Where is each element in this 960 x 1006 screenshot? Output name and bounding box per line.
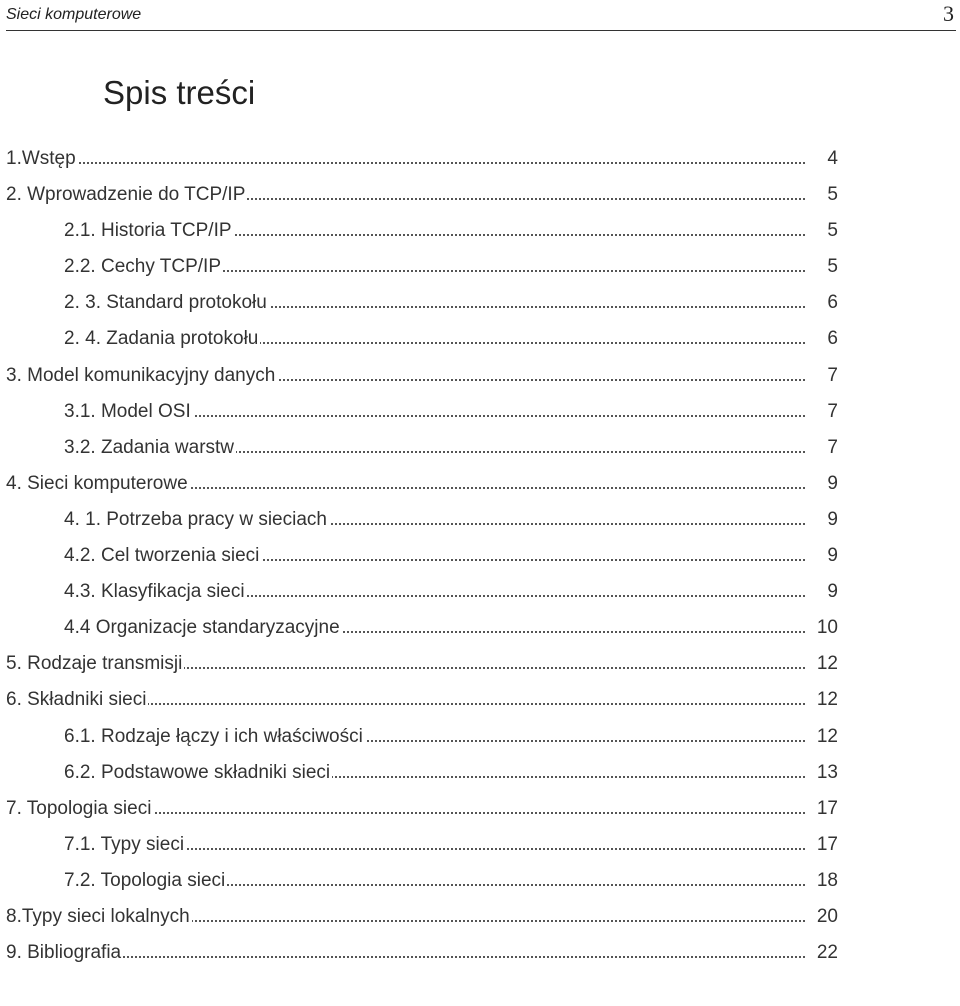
toc-entry[interactable] <box>0 359 960 395</box>
toc-entry-page: 18 <box>816 869 838 891</box>
toc-entry-title: 6.2. Podstawowe składniki sieci <box>64 761 331 783</box>
toc-entry-page: 10 <box>816 617 838 639</box>
header-title: Sieci komputerowe <box>6 6 142 23</box>
toc-entry[interactable] <box>0 250 960 286</box>
toc-entry-page: 5 <box>827 184 838 206</box>
toc-entry-page: 17 <box>816 797 838 819</box>
toc-entry-leader <box>6 956 805 958</box>
toc-entry-title: 2. 4. Zadania protokołu <box>64 328 259 350</box>
toc-entry-title: 6.1. Rodzaje łączy i ich właściwości <box>64 725 363 747</box>
toc-entry[interactable] <box>0 647 960 683</box>
toc-entry[interactable] <box>0 864 960 900</box>
toc-entry-title: 2.1. Historia TCP/IP <box>64 220 232 242</box>
page-header <box>6 0 956 31</box>
toc-entry-title: 7.1. Typy sieci <box>64 833 185 855</box>
toc-entry-title: 2.2. Cechy TCP/IP <box>64 256 221 278</box>
toc-entry-page: 6 <box>827 292 838 314</box>
toc-entry-title: 4. Sieci komputerowe <box>6 472 188 494</box>
toc-entry-title: 8.Typy sieci lokalnych <box>6 905 190 927</box>
header-page-number: 3 <box>943 1 954 26</box>
toc-entry-page: 4 <box>827 148 838 169</box>
toc-entry[interactable] <box>0 756 960 792</box>
toc-entry-title: 4.4 Organizacje standaryzacyjne <box>64 617 340 639</box>
toc-entry-title: 2. Wprowadzenie do TCP/IP <box>6 184 246 206</box>
toc-entry-page: 13 <box>816 761 838 783</box>
toc-entry-title: 3.2. Zadania warstw <box>64 436 235 458</box>
toc-entry-title: 4.2. Cel tworzenia sieci <box>64 545 260 567</box>
toc-entry-title: 9. Bibliografia <box>6 942 122 964</box>
toc-entry[interactable] <box>0 683 960 719</box>
toc-entry-leader <box>6 162 805 164</box>
toc-entry[interactable] <box>0 178 960 214</box>
toc-entry[interactable] <box>0 142 960 178</box>
toc-entry-title: 3.1. Model OSI <box>64 400 191 422</box>
toc-entry[interactable] <box>0 720 960 756</box>
toc-entry[interactable] <box>0 539 960 575</box>
toc-entry-title: 4.3. Klasyfikacja sieci <box>64 581 245 603</box>
toc-entry[interactable] <box>0 395 960 431</box>
toc-entry-page: 5 <box>827 256 838 278</box>
toc-entry-page: 5 <box>827 220 838 242</box>
toc-entry-page: 6 <box>827 328 838 350</box>
toc-entry-title: 7. Topologia sieci <box>6 797 152 819</box>
toc-entry-page: 7 <box>827 436 838 458</box>
toc-entry-title: 2. 3. Standard protokołu <box>64 292 267 314</box>
toc-entry[interactable] <box>0 611 960 647</box>
toc-entry-page: 12 <box>816 725 838 747</box>
toc-entry[interactable] <box>0 503 960 539</box>
toc-entry-title: 4. 1. Potrzeba pracy w sieciach <box>64 508 327 530</box>
toc-entry-page: 22 <box>816 942 838 964</box>
toc-entry[interactable] <box>0 286 960 322</box>
toc-entry-page: 9 <box>827 472 838 494</box>
toc-entry[interactable] <box>0 575 960 611</box>
toc-entry-title: 3. Model komunikacyjny danych <box>6 364 276 386</box>
toc-entry-title: 7.2. Topologia sieci <box>64 869 226 891</box>
toc-entry-page: 20 <box>816 905 838 927</box>
toc-entry[interactable] <box>0 322 960 358</box>
toc-heading: Spis treści <box>103 74 256 111</box>
toc-entry-page: 7 <box>827 400 838 422</box>
toc-entry-page: 9 <box>827 508 838 530</box>
toc-entry[interactable] <box>0 431 960 467</box>
table-of-contents <box>0 142 960 972</box>
toc-entry-title: 5. Rodzaje transmisji <box>6 653 183 675</box>
toc-entry[interactable] <box>0 828 960 864</box>
toc-entry-page: 7 <box>827 364 838 386</box>
toc-entry[interactable] <box>0 792 960 828</box>
toc-entry[interactable] <box>0 936 960 972</box>
toc-entry[interactable] <box>0 467 960 503</box>
toc-entry-title: 1.Wstęp <box>6 148 76 169</box>
toc-entry-title: 6. Składniki sieci <box>6 689 147 711</box>
toc-entry-page: 9 <box>827 545 838 567</box>
toc-entry-page: 17 <box>816 833 838 855</box>
toc-entry-page: 12 <box>816 653 838 675</box>
toc-entry-page: 12 <box>816 689 838 711</box>
toc-entry[interactable] <box>0 214 960 250</box>
toc-entry[interactable] <box>0 900 960 936</box>
toc-entry-page: 9 <box>827 581 838 603</box>
